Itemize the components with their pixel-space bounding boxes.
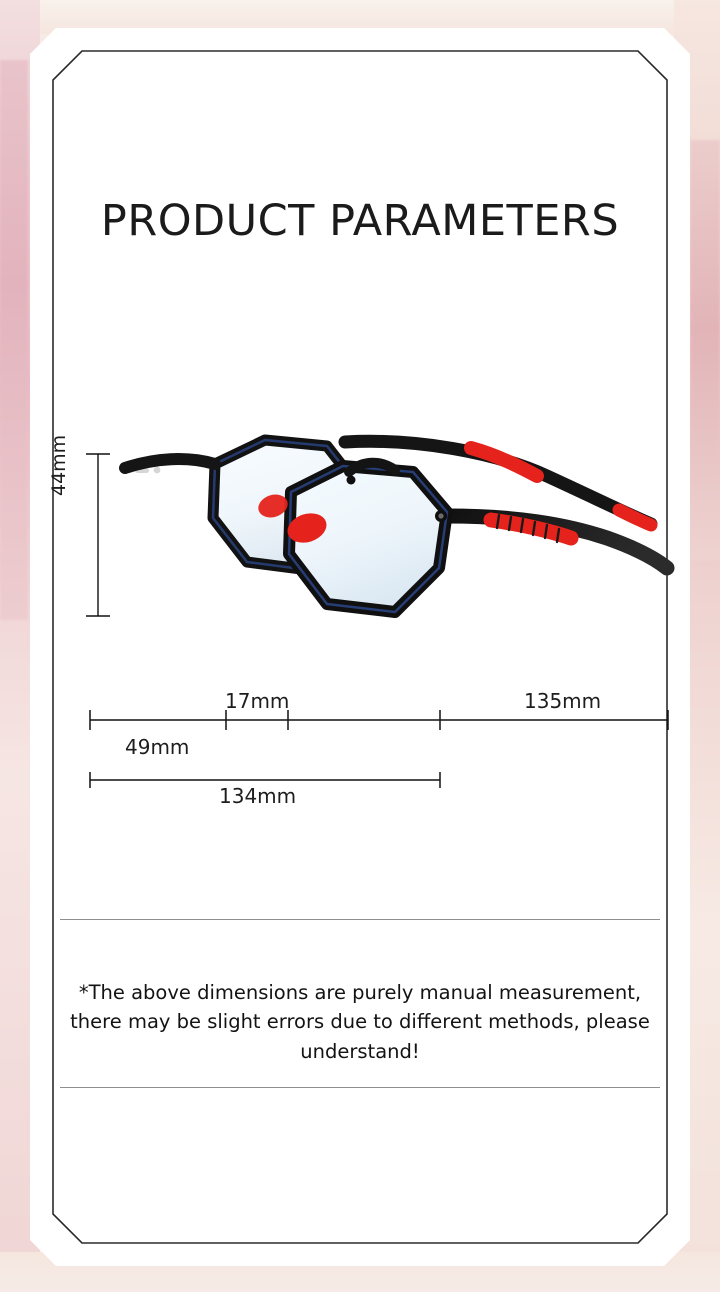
dimension-lens-width-label: 49mm — [125, 735, 190, 759]
background-left-accent — [0, 60, 28, 620]
dimension-bridge-label: 17mm — [225, 689, 290, 713]
product-image — [95, 420, 675, 670]
divider-bottom — [60, 1087, 660, 1088]
dimension-group-horizontal — [0, 676, 720, 816]
dimension-lens-height-label: 44mm — [48, 434, 70, 496]
page-title: PRODUCT PARAMETERS — [100, 196, 620, 246]
dimension-frame-width-label: 134mm — [219, 784, 297, 808]
dimension-temple-label: 135mm — [524, 689, 602, 713]
divider-top — [60, 919, 660, 920]
measurement-disclaimer: *The above dimensions are purely manual measurement, there may be slight errors due to different methods, please understand! — [70, 981, 650, 1063]
